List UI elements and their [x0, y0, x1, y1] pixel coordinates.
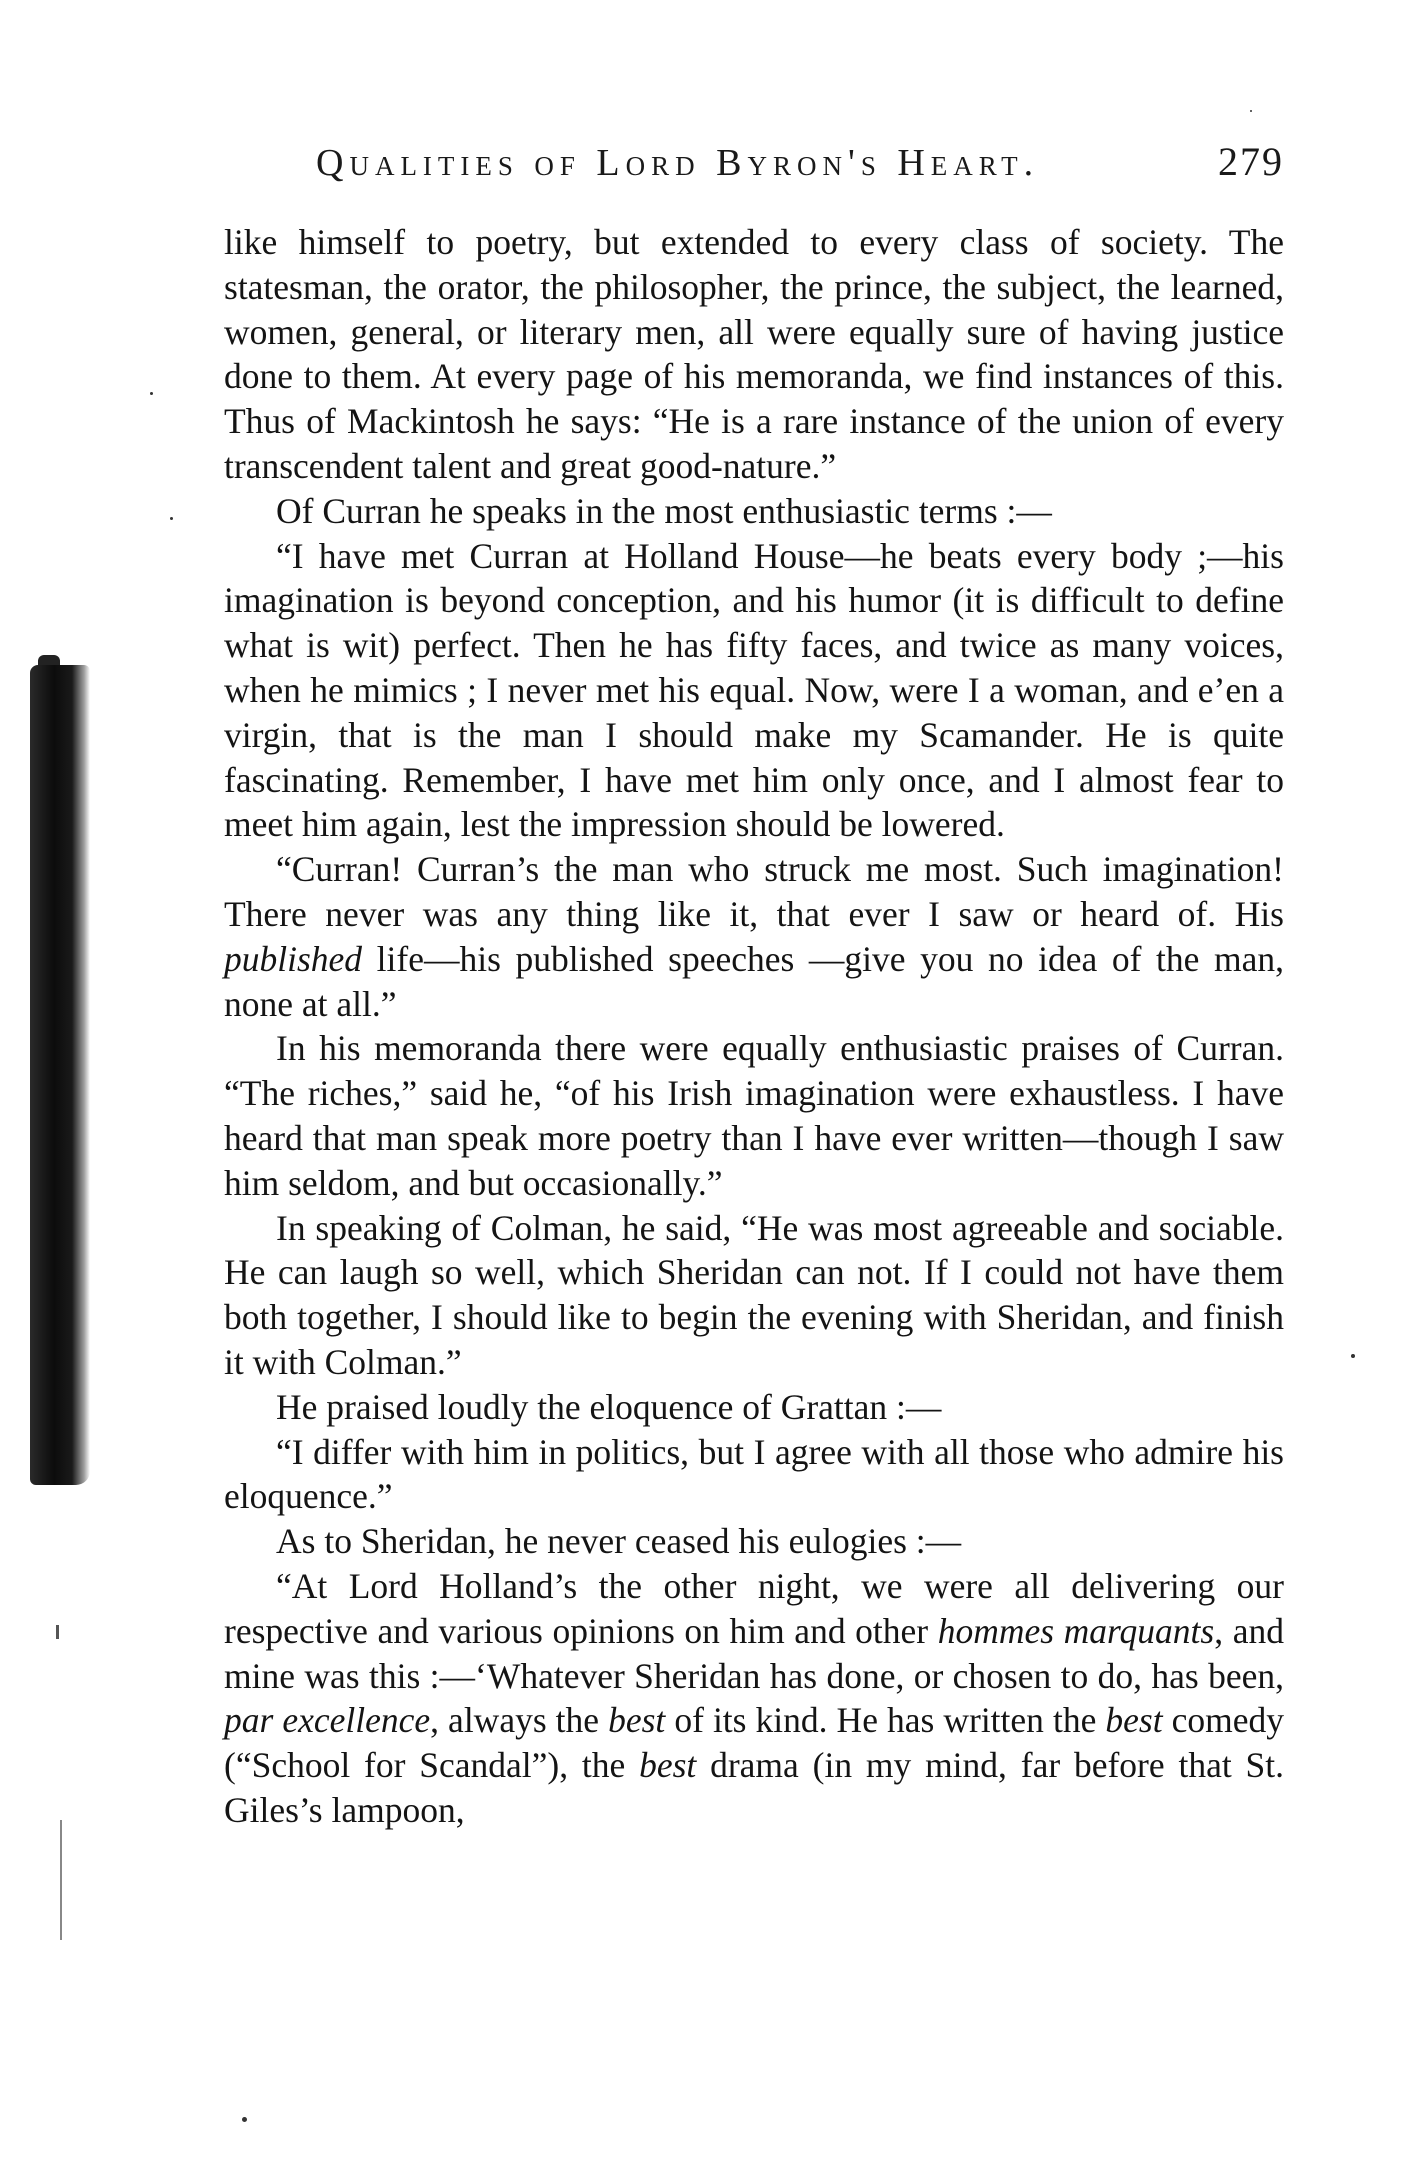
italic-text: hommes marquants — [937, 1610, 1215, 1651]
paragraph — [224, 1385, 1284, 1430]
text-run: comedy (“School for Scandal”), the — [224, 1700, 1284, 1786]
text-run: drama (in my mind, far before that St. Giles’s lampoon, — [224, 1745, 1284, 1830]
text-run: , always the — [430, 1700, 609, 1741]
paragraph — [224, 1430, 1284, 1520]
italic-text: best — [608, 1700, 666, 1741]
paragraph — [224, 1206, 1284, 1385]
text-run: , and mine was this :—‘Whatever Sheridan has done, or chosen to do, has been, — [224, 1610, 1284, 1696]
paragraph — [224, 489, 1284, 534]
text-run: like himself to poetry, but extended to every class of society. The statesman, the orator, the philosopher, the prince, the subject, the learned, women, general, or literary men, all were equally sure of having justice done to them. At every page of his memoranda, we find instances of this. Thus of Mackintosh he says: “He is a rare instance of the union of every transcendent talent and great good-nature.” — [224, 222, 1284, 486]
text-run: “I have met Curran at Holland House—he beats every body ;—his imagination is beyond conception, and his humor (it is difficult to define what is wit) perfect. Then he has fifty faces, and twice as many voices, when he mimics ; I never met his equal. Now, were I a woman, and e’en a virgin, that is the man I should make my Scamander. He is quite fascinating. Remember, I have met him only once, and I almost fear to meet him again, lest the impression should be lowered. — [224, 535, 1284, 845]
page-header — [316, 138, 1284, 198]
scan-speck — [1351, 1354, 1355, 1358]
scan-speck — [1250, 110, 1252, 112]
italic-text: best — [1105, 1700, 1163, 1741]
text-run: of its kind. He has written the — [665, 1700, 1106, 1741]
text-run: He praised loudly the eloquence of Grattan :— — [276, 1386, 942, 1427]
scan-speck — [56, 1625, 59, 1639]
paragraph — [224, 1519, 1284, 1564]
italic-text: published — [224, 938, 363, 979]
text-run: “I differ with him in politics, but I agree with all those who admire his eloquence.” — [224, 1431, 1284, 1517]
paragraph — [224, 534, 1284, 848]
text-run: In his memoranda there were equally enthusiastic praises of Curran. “The riches,” said he, “of his Irish imagination were exhaustless. I have heard that man speak more poetry than I have ever written—though I saw him seldom, and but occasionally.” — [224, 1028, 1284, 1203]
text-run: In speaking of Colman, he said, “He was most agreeable and sociable. He can laugh so well, which Sheridan can not. If I could not have them both together, I should like to begin the evening with Sheridan, and finish it with Colman.” — [224, 1207, 1284, 1382]
italic-text: best — [639, 1745, 697, 1786]
page-number: 279 — [1218, 139, 1284, 184]
paragraph — [224, 1026, 1284, 1205]
scan-binding-shadow — [30, 665, 90, 1485]
scan-speck — [242, 2117, 247, 2122]
scan-speck — [60, 1820, 62, 1940]
italic-text: par excellence — [224, 1700, 431, 1741]
paragraph — [224, 220, 1284, 489]
scan-speck — [150, 392, 153, 395]
body-text — [224, 220, 1284, 1833]
running-title: Qualities of Lord Byron's Heart. — [316, 142, 1040, 184]
paragraph — [224, 847, 1284, 1026]
text-run: Of Curran he speaks in the most enthusiastic terms :— — [276, 490, 1052, 531]
paragraph — [224, 1564, 1284, 1833]
scan-speck — [170, 517, 173, 520]
text-run: “At Lord Holland’s the other night, we were all delivering our respective and various opinions on him and other — [224, 1565, 1284, 1651]
text-run: life—his published speeches —give you no idea of the man, none at all.” — [224, 938, 1284, 1024]
text-run: As to Sheridan, he never ceased his eulogies :— — [276, 1521, 962, 1562]
text-run: “Curran! Curran’s the man who struck me most. Such imagination! There never was any thing like it, that ever I saw or heard of. His — [224, 849, 1284, 934]
